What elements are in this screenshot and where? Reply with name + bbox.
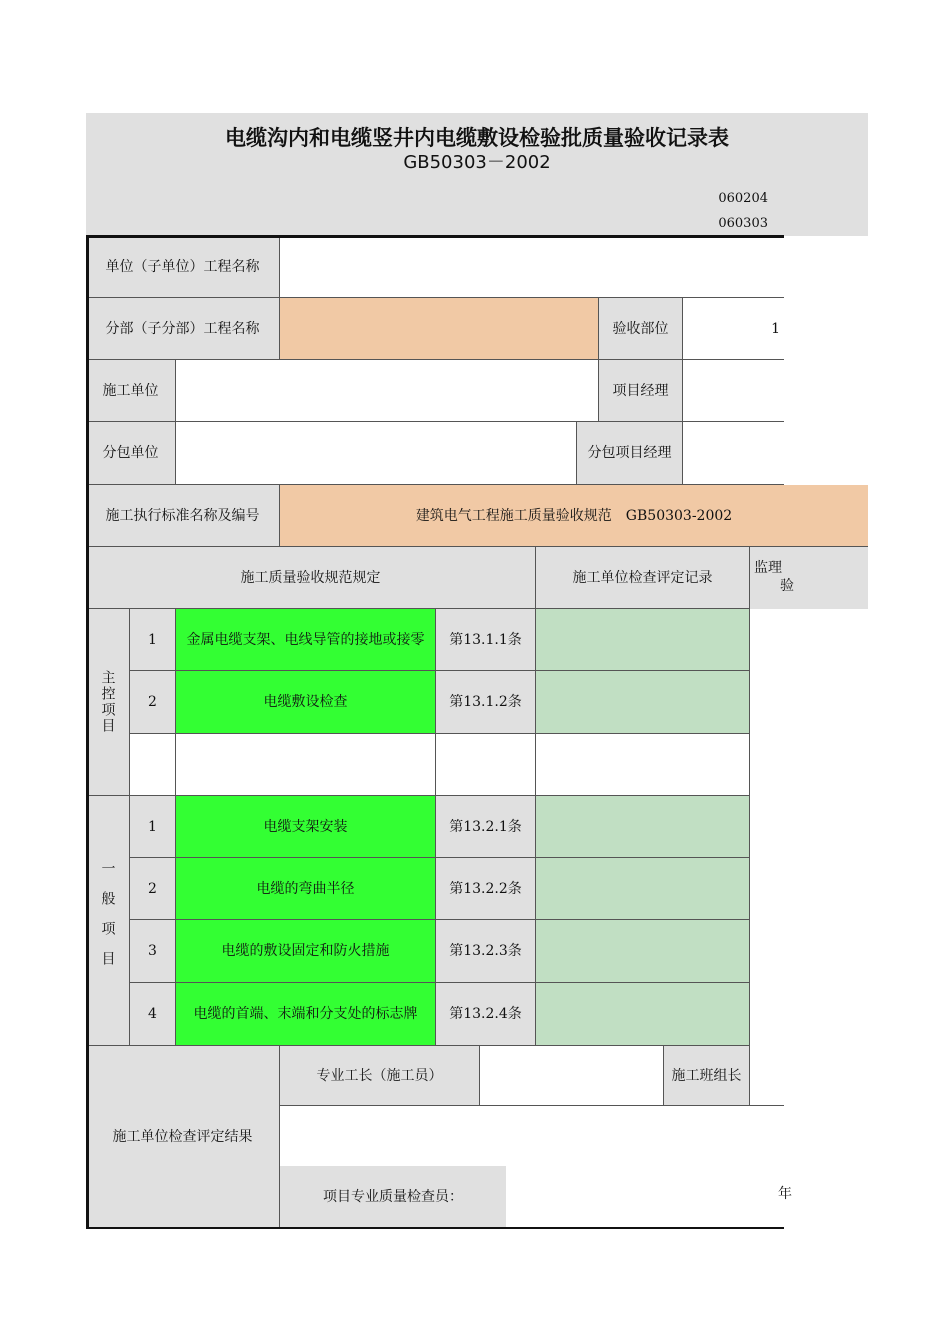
acceptance-part-field[interactable]: 1 [683, 298, 784, 360]
general-row-2-no: 2 [130, 858, 176, 920]
sub-manager-field[interactable] [683, 422, 784, 485]
general-row-4-name: 电缆的首端、末端和分支处的标志牌 [176, 983, 436, 1046]
supervisor-header-line1: 监理 [754, 560, 782, 576]
general-row-4-clause: 第13.2.4条 [436, 983, 536, 1046]
main-row-2-name: 电缆敷设检查 [176, 671, 436, 734]
general-row-3-record[interactable] [536, 920, 750, 983]
project-manager-field[interactable] [683, 360, 784, 422]
unit-project-field[interactable] [280, 236, 784, 298]
supervisor-header-line2: 验 [780, 578, 794, 594]
table-bottom-border [86, 1227, 784, 1229]
inspector-field[interactable] [506, 1166, 792, 1228]
main-row-1-record[interactable] [536, 609, 750, 671]
main-items-group-text: 主控项目 [99, 670, 116, 734]
team-leader-field[interactable] [750, 1046, 784, 1106]
general-row-2-name: 电缆的弯曲半径 [176, 858, 436, 920]
exec-standard-label: 施工执行标准名称及编号 [86, 485, 280, 547]
main-row-3-record[interactable] [536, 734, 750, 796]
form-title: 电缆沟内和电缆竖井内电缆敷设检验批质量验收记录表 [225, 126, 729, 150]
main-row-2-record[interactable] [536, 671, 750, 734]
main-row-3-no[interactable] [130, 734, 176, 796]
main-items-group-label [86, 609, 130, 796]
general-row-4-no: 4 [130, 983, 176, 1046]
clipped-year-char: 年 [778, 1186, 792, 1202]
general-row-3-clause: 第13.2.3条 [436, 920, 536, 983]
foreman-field[interactable] [480, 1046, 664, 1106]
team-leader-label: 施工班组长 [664, 1046, 750, 1106]
exec-standard-value: 建筑电气工程施工质量验收规范 GB50303-2002 [280, 485, 868, 547]
acceptance-part-label: 验收部位 [599, 298, 683, 360]
form-standard: GB50303－2002 [403, 152, 551, 173]
general-row-1-record[interactable] [536, 796, 750, 858]
foreman-label: 专业工长（施工员） [280, 1046, 480, 1106]
general-row-2-clause: 第13.2.2条 [436, 858, 536, 920]
general-row-1-clause: 第13.2.1条 [436, 796, 536, 858]
main-row-3-name[interactable] [176, 734, 436, 796]
inspector-label: 项目专业质量检查员： [280, 1166, 506, 1228]
table-top-border [86, 235, 784, 238]
sub-manager-label: 分包项目经理 [577, 422, 683, 485]
contractor-label: 施工单位 [86, 360, 176, 422]
project-manager-label: 项目经理 [599, 360, 683, 422]
main-row-3-clause[interactable] [436, 734, 536, 796]
form-code-1: 060204 [718, 191, 768, 206]
general-row-3-no: 3 [130, 920, 176, 983]
general-row-4-record[interactable] [536, 983, 750, 1046]
contractor-field[interactable] [176, 360, 599, 422]
supervisor-header [750, 547, 868, 609]
general-row-1-name: 电缆支架安装 [176, 796, 436, 858]
general-row-2-record[interactable] [536, 858, 750, 920]
unit-project-label: 单位（子单位）工程名称 [86, 236, 280, 298]
subcontractor-label: 分包单位 [86, 422, 176, 485]
general-row-1-no: 1 [130, 796, 176, 858]
general-items-group-text: 一般项目 [99, 860, 116, 981]
general-row-3-name: 电缆的敷设固定和防火措施 [176, 920, 436, 983]
main-row-2-no: 2 [130, 671, 176, 734]
table-left-border [86, 236, 89, 1229]
record-header: 施工单位检查评定记录 [536, 547, 750, 609]
main-row-2-clause: 第13.1.2条 [436, 671, 536, 734]
main-row-1-clause: 第13.1.1条 [436, 609, 536, 671]
subcontractor-field[interactable] [176, 422, 577, 485]
form-code-2: 060303 [718, 216, 768, 231]
sub-project-label: 分部（子分部）工程名称 [86, 298, 280, 360]
sub-project-field[interactable] [280, 298, 599, 360]
result-text-area[interactable] [280, 1106, 784, 1166]
result-label: 施工单位检查评定结果 [86, 1046, 280, 1228]
main-row-1-name: 金属电缆支架、电线导管的接地或接零 [176, 609, 436, 671]
general-items-group-label [86, 796, 130, 1046]
spec-header: 施工质量验收规范规定 [86, 547, 536, 609]
main-row-1-no: 1 [130, 609, 176, 671]
